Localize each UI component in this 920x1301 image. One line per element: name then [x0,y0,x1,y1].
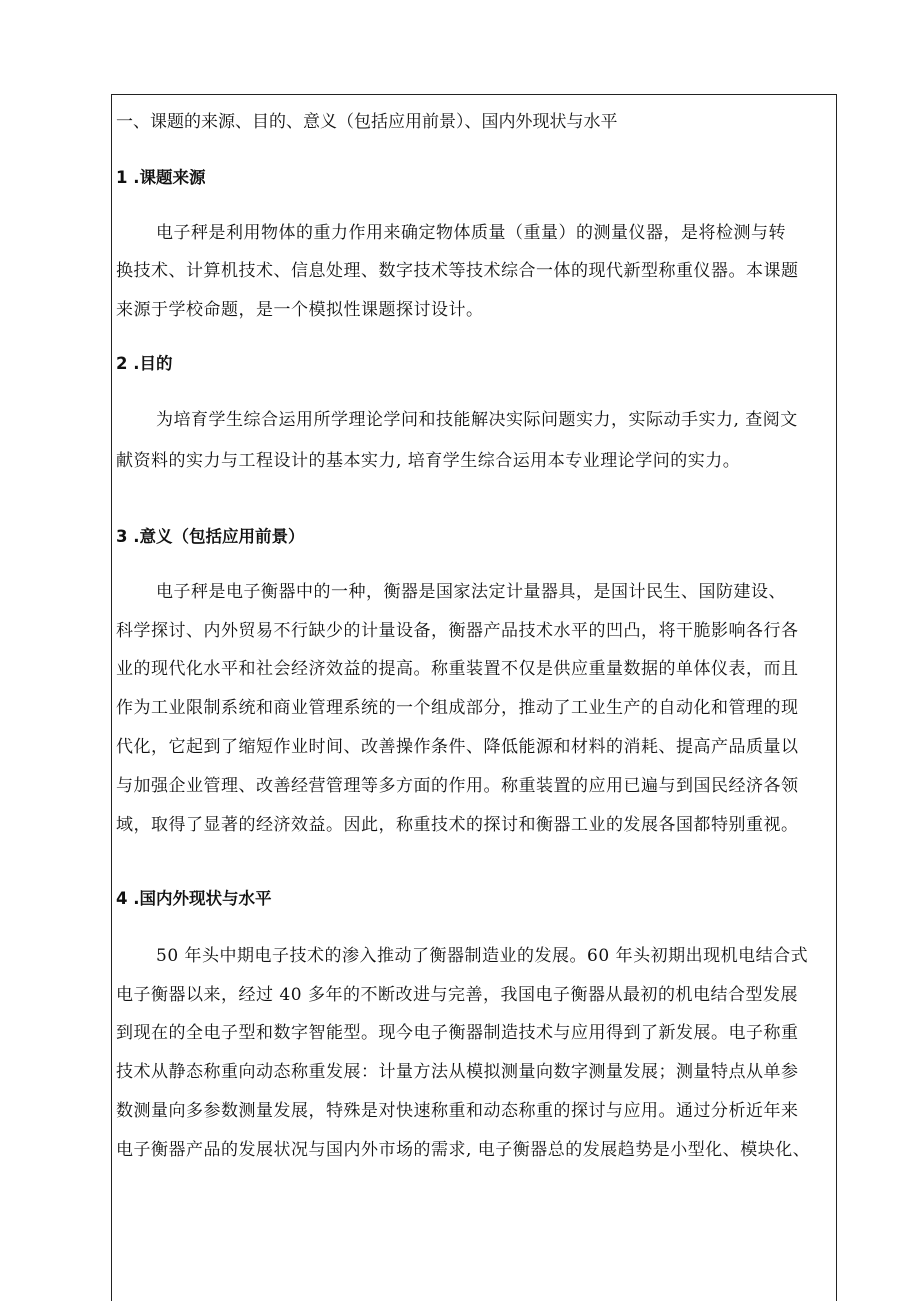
paragraph-line: 为培育学生综合运用所学理论学问和技能解决实际问题实力，实际动手实力, 查阅文 [156,410,798,430]
paragraph-line: 献资料的实力与工程设计的基本实力, 培育学生综合运用本专业理论学问的实力。 [116,451,741,471]
paragraph-line: 域，取得了显著的经济效益。因此，称重技术的探讨和衡器工业的发展各国都特别重视。 [116,815,799,835]
paragraph-line: 技术从静态称重向动态称重发展：计量方法从模拟测量向数字测量发展；测量特点从单参 [116,1062,799,1082]
heading-status: 4 .国内外现状与水平 [116,889,272,908]
paragraph-line: 数测量向多参数测量发展，特殊是对快速称重和动态称重的探讨与应用。通过分析近年来 [116,1101,799,1121]
paragraph-line: 科学探讨、内外贸易不行缺少的计量设备，衡器产品技术水平的凹凸，将干脆影响各行各 [116,621,799,641]
paragraph-line: 50 年头中期电子技术的渗入推动了衡器制造业的发展。60 年头初期出现机电结合式 [156,946,809,966]
paragraph-line: 电子衡器产品的发展状况与国内外市场的需求, 电子衡器总的发展趋势是小型化、模块化、 [116,1140,811,1160]
paragraph-line: 来源于学校命题，是一个模拟性课题探讨设计。 [116,300,484,320]
section-title: 一、课题的来源、目的、意义（包括应用前景）、国内外现状与水平 [116,112,618,132]
heading-source: 1 .课题来源 [116,168,206,187]
paragraph-line: 到现在的全电子型和数字智能型。现今电子衡器制造技术与应用得到了新发展。电子称重 [116,1023,799,1043]
paragraph-line: 电子秤是利用物体的重力作用来确定物体质量（重量）的测量仪器，是将检测与转 [156,223,786,243]
paragraph-line: 电子衡器以来，经过 40 多年的不断改进与完善，我国电子衡器从最初的机电结合型发展 [116,985,798,1005]
paragraph-line: 与加强企业管理、改善经营管理等多方面的作用。称重装置的应用已遍与到国民经济各领 [116,776,799,796]
heading-significance: 3 .意义（包括应用前景） [116,527,305,546]
paragraph-line: 代化，它起到了缩短作业时间、改善操作条件、降低能源和材料的消耗、提高产品质量以 [116,737,799,757]
heading-purpose: 2 .目的 [116,354,173,373]
paragraph-line: 业的现代化水平和社会经济效益的提高。称重装置不仅是供应重量数据的单体仪表，而且 [116,659,799,679]
paragraph-line: 作为工业限制系统和商业管理系统的一个组成部分，推动了工业生产的自动化和管理的现 [116,698,799,718]
paragraph-line: 换技术、计算机技术、信息处理、数字技术等技术综合一体的现代新型称重仪器。本课题 [116,261,799,281]
paragraph-line: 电子秤是电子衡器中的一种，衡器是国家法定计量器具，是国计民生、国防建设、 [156,582,786,602]
